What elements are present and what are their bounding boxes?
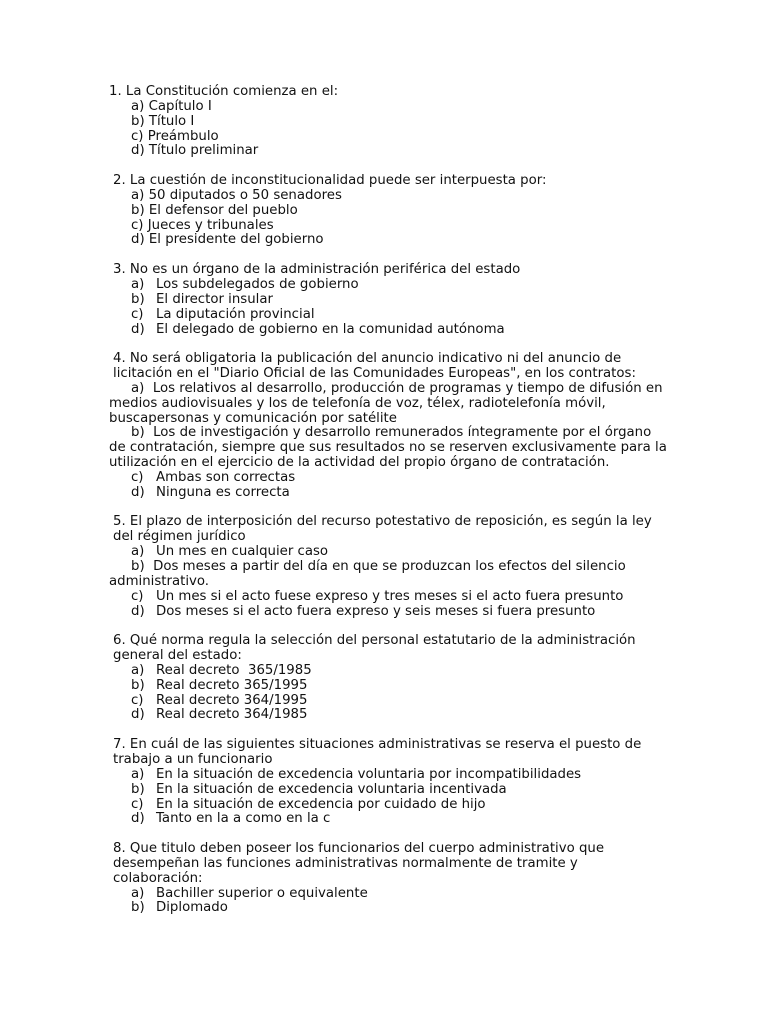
option-text: El director insular xyxy=(156,291,273,307)
option-label: c) xyxy=(131,217,144,233)
option-label: c) xyxy=(131,588,144,604)
option-label: d) xyxy=(131,143,145,159)
question-4 xyxy=(109,352,669,500)
option-b xyxy=(109,426,669,471)
option-label: a) xyxy=(131,98,145,114)
option-text: El delegado de gobierno en la comunidad autónoma xyxy=(156,321,505,337)
option-d xyxy=(109,605,669,620)
question-1 xyxy=(109,85,669,159)
option-text: Los de investigación y desarrollo remunerados íntegramente por el órgano de contratación, siempre que sus resultados no se reserven exclusivamente para la utilización en el ejercicio de la actividad del propio órgano de contratación. xyxy=(109,425,667,471)
question-number: 7. xyxy=(113,737,126,753)
option-text: La diputación provincial xyxy=(156,306,315,322)
option-b xyxy=(109,901,669,916)
option-a xyxy=(109,100,669,115)
question-text: Que titulo deben poseer los funcionarios del cuerpo administrativo que desempeñan las funciones administrativas normalmente de tramite y colaboración: xyxy=(113,841,604,886)
question-number: 4. xyxy=(113,351,126,367)
question-text: La Constitución comienza en el: xyxy=(125,84,339,99)
question-3 xyxy=(109,263,669,337)
option-label: b) xyxy=(131,900,145,916)
question-stem xyxy=(109,738,669,768)
option-text: Los subdelegados de gobierno xyxy=(156,276,359,292)
question-5 xyxy=(109,515,669,619)
question-number: 5. xyxy=(113,514,126,530)
option-label: b) xyxy=(131,781,145,797)
option-label: b) xyxy=(131,559,145,574)
question-6 xyxy=(109,634,669,723)
option-label: c) xyxy=(131,692,144,708)
option-label: a) xyxy=(131,187,145,203)
question-2 xyxy=(109,174,669,248)
question-text: No es un órgano de la administración periférica del estado xyxy=(129,262,521,278)
option-a xyxy=(109,382,669,427)
option-label: a) xyxy=(131,662,145,678)
option-c xyxy=(109,219,669,234)
option-text: Ambas son correctas xyxy=(156,469,296,485)
option-label: a) xyxy=(131,766,145,782)
option-text: Real decreto 365/1985 xyxy=(156,662,312,678)
question-text: No será obligatoria la publicación del anuncio indicativo ni del anuncio de licitación en el "Diario Oficial de las Comunidades Europeas", en los contratos: xyxy=(113,351,636,382)
option-b xyxy=(109,783,669,798)
option-label: c) xyxy=(131,469,144,485)
option-a xyxy=(109,887,669,902)
option-text: El defensor del pueblo xyxy=(148,202,298,218)
option-label: a) xyxy=(131,885,145,901)
option-text: El presidente del gobierno xyxy=(148,232,324,248)
question-8 xyxy=(109,842,669,916)
option-label: c) xyxy=(131,128,144,144)
option-label: d) xyxy=(131,321,145,337)
option-a xyxy=(109,545,669,560)
option-c xyxy=(109,694,669,709)
option-text: Dos meses a partir del día en que se produzcan los efectos del silencio administrativo. xyxy=(109,559,626,589)
option-b xyxy=(109,560,669,590)
option-label: d) xyxy=(131,811,145,827)
option-text: Título I xyxy=(148,113,195,129)
option-text: Los relativos al desarrollo, producción de programas y tiempo de difusión en medios audiovisuales y los de telefonía de voz, télex, radiotelefonía móvil, buscapersonas y comunicación por satélite xyxy=(109,380,663,426)
question-text: En cuál de las siguientes situaciones administrativas se reserva el puesto de trabajo a un funcionario xyxy=(113,737,642,767)
option-a xyxy=(109,664,669,679)
option-a xyxy=(109,189,669,204)
option-b xyxy=(109,204,669,219)
question-stem xyxy=(109,842,669,887)
option-text: Real decreto 365/1995 xyxy=(156,677,308,693)
option-text: Dos meses si el acto fuera expreso y seis meses si fuera presunto xyxy=(156,603,596,619)
option-text: 50 diputados o 50 senadores xyxy=(148,187,342,203)
option-text: Título preliminar xyxy=(148,143,259,159)
option-text: Tanto en la a como en la c xyxy=(156,811,331,827)
option-label: a) xyxy=(131,544,145,560)
option-label: c) xyxy=(131,796,144,812)
option-label: b) xyxy=(131,677,145,693)
question-number: 2. xyxy=(113,173,126,189)
option-d xyxy=(109,233,669,248)
option-text: Real decreto 364/1985 xyxy=(156,707,308,723)
question-number: 1. xyxy=(109,84,122,99)
option-label: a) xyxy=(131,380,145,396)
option-b xyxy=(109,293,669,308)
option-text: Un mes en cualquier caso xyxy=(156,544,329,560)
option-label: b) xyxy=(131,291,145,307)
option-text: Bachiller superior o equivalente xyxy=(156,885,368,901)
question-stem xyxy=(109,174,669,189)
question-number: 3. xyxy=(113,262,126,278)
option-c xyxy=(109,308,669,323)
option-a xyxy=(109,278,669,293)
option-text: En la situación de excedencia voluntaria incentivada xyxy=(156,781,507,797)
option-label: d) xyxy=(131,232,145,248)
question-stem xyxy=(109,515,669,545)
option-text: Diplomado xyxy=(156,900,228,916)
question-number: 8. xyxy=(113,841,126,857)
option-text: En la situación de excedencia por cuidado de hijo xyxy=(156,796,486,812)
question-stem xyxy=(109,634,669,664)
option-c xyxy=(109,590,669,605)
question-text: El plazo de interposición del recurso potestativo de reposición, es según la ley del régimen jurídico xyxy=(113,514,652,545)
option-a xyxy=(109,768,669,783)
option-label: c) xyxy=(131,306,144,322)
option-d xyxy=(109,708,669,723)
question-stem xyxy=(109,85,669,100)
option-d xyxy=(109,323,669,338)
option-d xyxy=(109,812,669,827)
option-text: Ninguna es correcta xyxy=(156,484,290,500)
option-label: d) xyxy=(131,484,145,500)
option-label: b) xyxy=(131,425,145,441)
question-text: La cuestión de inconstitucionalidad puede ser interpuesta por: xyxy=(129,173,547,189)
question-number: 6. xyxy=(113,633,126,649)
option-text: Capítulo I xyxy=(148,98,212,114)
option-text: Jueces y tribunales xyxy=(147,217,274,233)
question-text: Qué norma regula la selección del personal estatutario de la administración general del estado: xyxy=(113,633,636,664)
option-label: a) xyxy=(131,276,145,292)
option-c xyxy=(109,798,669,813)
option-d xyxy=(109,486,669,501)
option-label: d) xyxy=(131,603,145,619)
option-text: En la situación de excedencia voluntaria por incompatibilidades xyxy=(156,766,582,782)
option-text: Real decreto 364/1995 xyxy=(156,692,308,708)
question-7 xyxy=(109,738,669,827)
option-label: d) xyxy=(131,707,145,723)
option-label: b) xyxy=(131,202,145,218)
option-b xyxy=(109,115,669,130)
option-label: b) xyxy=(131,113,145,129)
option-d xyxy=(109,144,669,159)
option-b xyxy=(109,679,669,694)
question-stem xyxy=(109,263,669,278)
question-stem xyxy=(109,352,669,382)
exam-questions xyxy=(109,85,669,931)
option-text: Un mes si el acto fuese expreso y tres meses si el acto fuera presunto xyxy=(156,588,624,604)
option-text: Preámbulo xyxy=(147,128,219,144)
option-c xyxy=(109,471,669,486)
